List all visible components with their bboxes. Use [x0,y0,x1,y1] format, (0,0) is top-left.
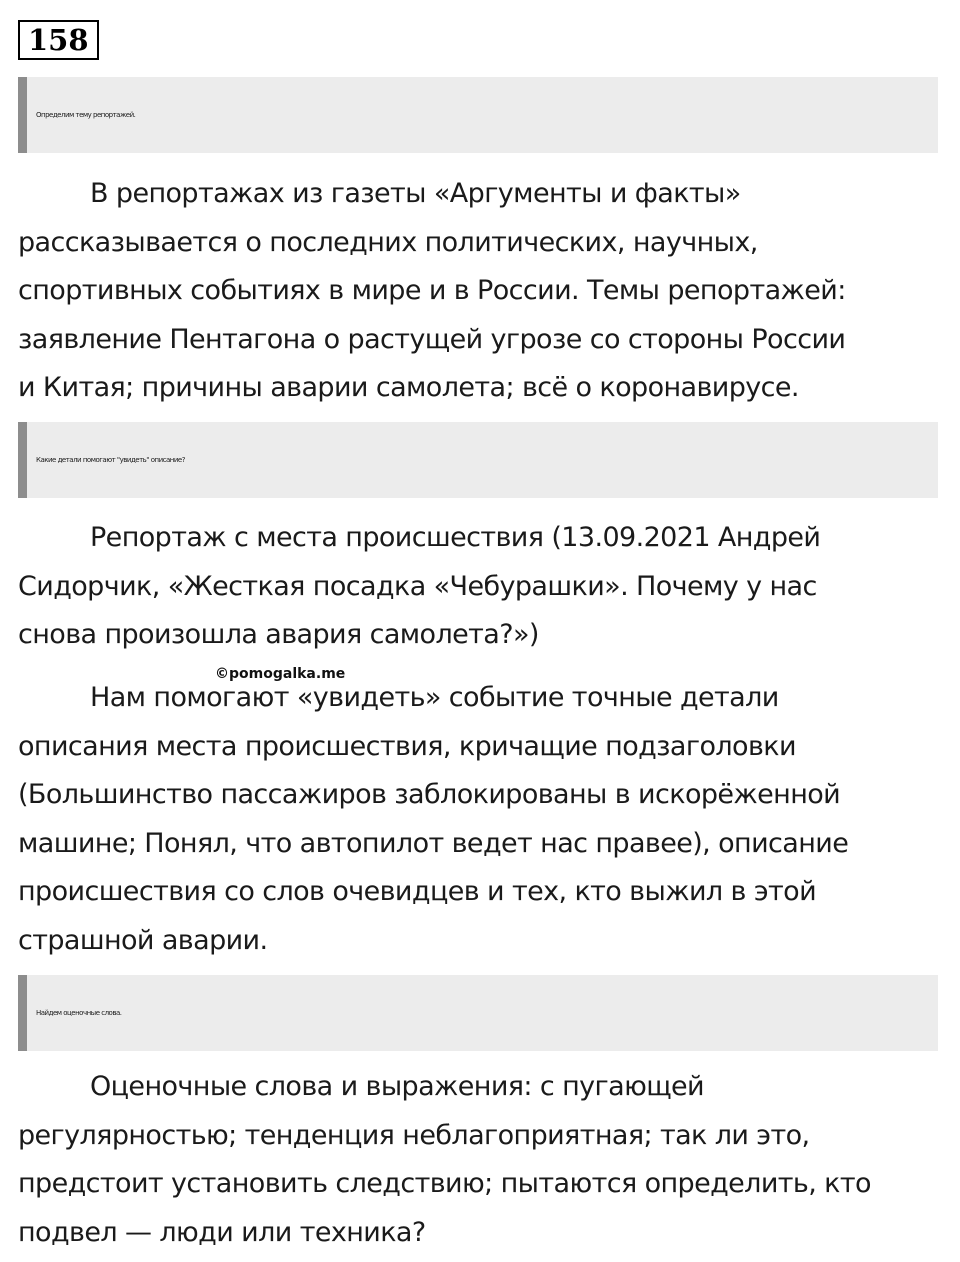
section-heading-evaluative-words: Найдем оценочные слова. [18,975,938,1051]
text-line: В репортажах из газеты «Аргументы и факты» [90,178,741,209]
paragraph-reportage-source [18,514,950,660]
text-line: происшествия со слов очевидцев и тех, кто выжил в этой [18,876,817,907]
text-line: и Китая; причины аварии самолета; всё о коронавирусе. [18,372,799,403]
watermark: ©pomogalka.me [215,666,346,682]
section-heading-topic: Определим тему репортажей. [18,77,938,153]
text-line: описания места происшествия, кричащие подзаголовки [18,730,796,762]
text-line: подвел — люди или техника? [18,1216,426,1248]
text-line: рассказывается о последних политических, научных, [18,226,758,258]
text-line: Нам помогают «увидеть» событие точные детали [90,682,779,713]
task-number: 158 [18,20,99,60]
text-line: заявление Пентагона о растущей угрозе со стороны России [18,323,846,355]
text-line: регулярностью; тенденция неблагоприятная; так ли это, [18,1119,810,1151]
text-line: предстоит установить следствию; пытаются определить, кто [18,1168,871,1199]
text-line: машине; Понял, что автопилот ведет нас правее), описание [18,827,849,859]
paragraph-details [18,674,950,965]
text-line: Сидорчик, «Жесткая посадка «Чебурашки». Почему у нас [18,570,817,602]
paragraph-topic [18,170,950,413]
text-line: снова произошла авария самолета?») [18,619,539,650]
text-line: страшной аварии. [18,924,268,956]
text-line: (Большинство пассажиров заблокированы в искорёженной [18,779,841,810]
text-line: Репортаж с места происшествия (13.09.2021 Андрей [90,522,821,553]
text-line: спортивных событиях в мире и в России. Темы репортажей: [18,275,846,306]
section-heading-details: Какие детали помогают "увидеть" описание? [18,422,938,498]
paragraph-evaluative-words [18,1063,950,1257]
text-line: Оценочные слова и выражения: с пугающей [90,1071,705,1102]
